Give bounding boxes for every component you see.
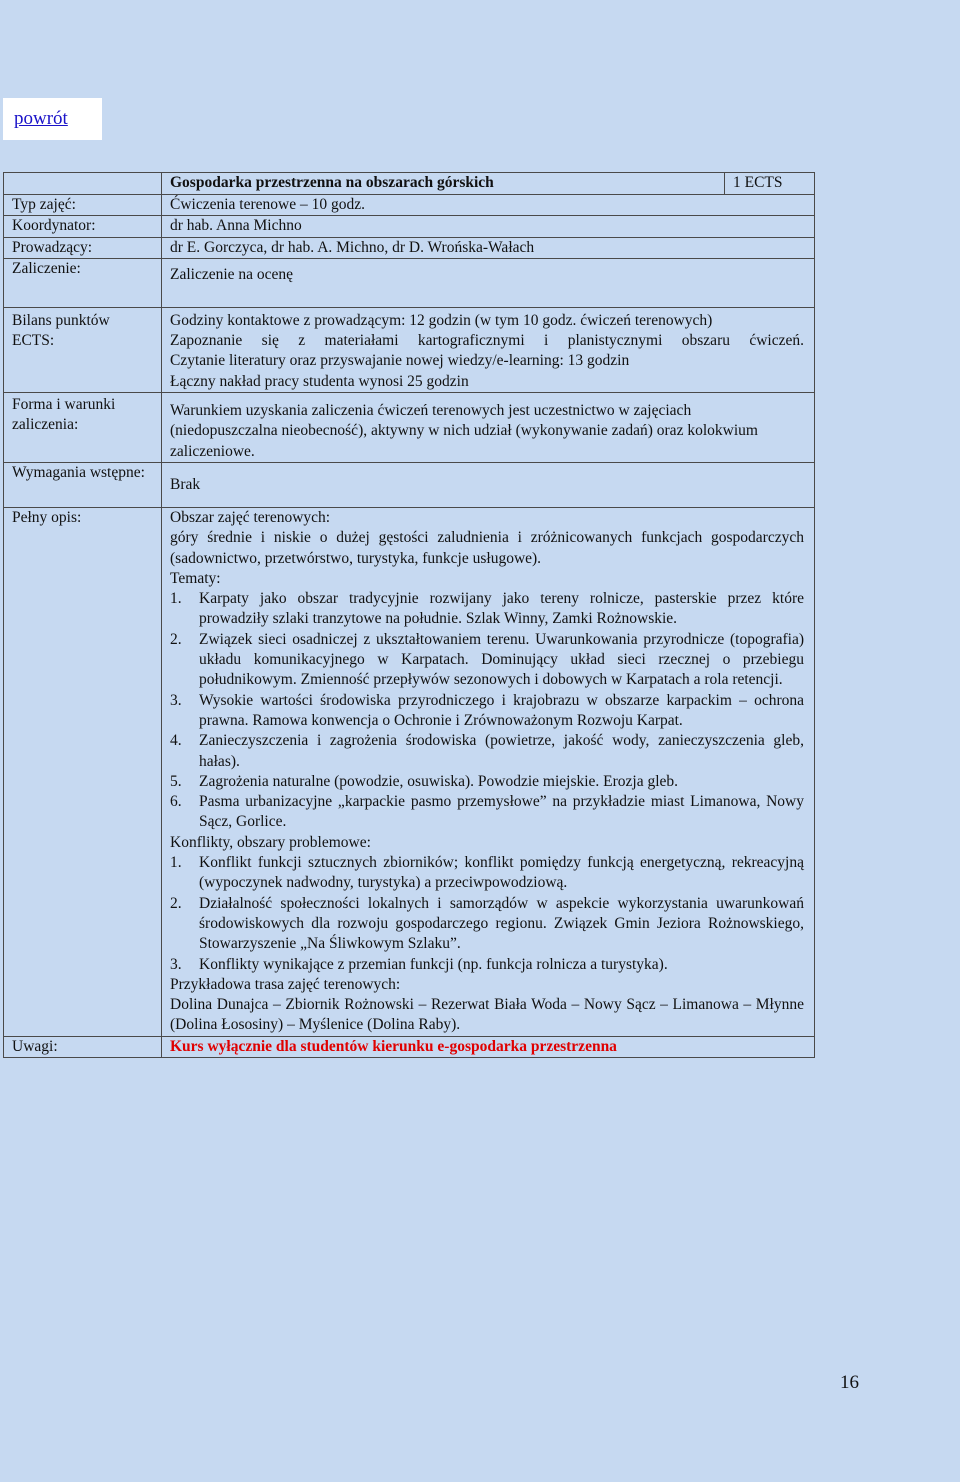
list-text: Konflikt funkcji sztucznych zbiorników; konflikt pomiędzy funkcją energetyczną, rekreacyjną (wypoczynek nadwodny, turystyka) a przeciwpowodziową. [199, 854, 804, 892]
course-table [3, 172, 815, 1058]
topics-list [170, 589, 804, 833]
type-value: Ćwiczenia terenowe – 10 godz. [162, 195, 815, 216]
list-number: 3. [170, 691, 182, 709]
list-number: 1. [170, 854, 182, 872]
list-number: 6. [170, 793, 182, 811]
conflicts-heading: Konflikty, obszary problemowe: [170, 833, 371, 851]
list-number: 2. [170, 894, 182, 912]
instructors-label: Prowadzący: [4, 237, 162, 258]
balance-line: Czytanie literatury oraz przyswajanie nowej wiedzy/e-learning: 13 godzin [170, 352, 630, 370]
list-item [170, 955, 804, 975]
area-text: góry średnie i niskie o dużej gęstości zaludnienia i zróżnicowanych funkcjach gospodarczych (sadownictwo, przetwórstwo, turystyka, funkcje usługowe). [170, 529, 804, 567]
assessment-value: Zaliczenie na ocenę [162, 258, 815, 307]
list-item [170, 792, 804, 833]
ects-balance-value [162, 307, 815, 392]
list-number: 3. [170, 955, 182, 973]
list-text: Działalność społeczności lokalnych i samorządów w aspekcie wykorzystania uwarunkowań środowiskowych dla rozwoju gospodarczego regionu. Związek Gmin Jeziora Rożnowskiego, Stowarzyszenie „Na Śliwkowym Szlaku”. [199, 894, 804, 953]
ects-balance-label: Bilans punktów ECTS: [4, 307, 162, 392]
full-description-label: Pełny opis: [4, 507, 162, 1036]
page-number: 16 [840, 1372, 859, 1393]
empty-cell [4, 173, 162, 195]
conflicts-list [170, 853, 804, 975]
list-item [170, 772, 804, 792]
list-item [170, 589, 804, 630]
type-label: Typ zajęć: [4, 195, 162, 216]
route-text: Dolina Dunajca – Zbiornik Rożnowski – Rezerwat Biała Woda – Nowy Sącz – Limanowa – Młynne (Dolina Łososiny) – Myślenice (Dolina Raby). [170, 996, 804, 1034]
list-text: Związek sieci osadniczej z ukształtowaniem terenu. Uwarunkowania przyrodnicze (topografia) układu komunikacyjnego w Karpatach. Dominujący układ sieci rzecznej o przebiegu południkowym. Zmienność przepływów sezonowych i dobowych w Karpatach a rola retencji. [199, 630, 804, 689]
back-link[interactable]: powrót [14, 108, 68, 129]
notes-value: Kurs wyłącznie dla studentów kierunku e-gospodarka przestrzenna [162, 1036, 815, 1057]
list-item [170, 894, 804, 955]
assessment-label: Zaliczenie: [4, 258, 162, 307]
instructors-value: dr E. Gorczyca, dr hab. A. Michno, dr D. Wrońska-Wałach [162, 237, 815, 258]
list-text: Pasma urbanizacyjne „karpackie pasmo przemysłowe” na przykładzie miast Limanowa, Nowy Sącz, Gorlice. [199, 793, 804, 831]
list-item [170, 691, 804, 732]
route-heading: Przykładowa trasa zajęć terenowych: [170, 975, 401, 993]
list-item [170, 853, 804, 894]
list-number: 5. [170, 772, 182, 790]
list-number: 1. [170, 590, 182, 608]
full-description-value [162, 507, 815, 1036]
list-number: 4. [170, 732, 182, 750]
prerequisites-value: Brak [162, 462, 815, 507]
balance-line: Zapoznanie się z materiałami kartograficznymi i planistycznymi obszaru ćwiczeń. [170, 332, 804, 350]
list-text: Zagrożenia naturalne (powodzie, osuwiska). Powodzie miejskie. Erozja gleb. [199, 772, 679, 790]
prerequisites-label: Wymagania wstępne: [4, 462, 162, 507]
coordinator-value: dr hab. Anna Michno [162, 216, 815, 237]
notes-label: Uwagi: [4, 1036, 162, 1057]
list-item [170, 630, 804, 691]
pass-conditions-value: Warunkiem uzyskania zaliczenia ćwiczeń terenowych jest uczestnictwo w zajęciach (niedopuszczalna nieobecność), aktywny w nich udział (wykonywanie zadań) oraz kolokwium zaliczeniowe. [162, 393, 815, 463]
list-text: Zanieczyszczenia i zagrożenia środowiska (powietrze, jakość wody, zanieczyszczenia gleb, hałas). [199, 732, 804, 770]
area-heading: Obszar zajęć terenowych: [170, 508, 331, 526]
list-item [170, 731, 804, 772]
balance-line: Łączny nakład pracy studenta wynosi 25 godzin [170, 372, 469, 390]
topics-heading: Tematy: [170, 569, 221, 587]
course-title: Gospodarka przestrzenna na obszarach górskich [162, 173, 725, 195]
list-number: 2. [170, 630, 182, 648]
list-text: Wysokie wartości środowiska przyrodniczego i krajobrazu w obszarze karpackim – ochrona prawna. Ramowa konwencja o Ochronie i Zrównoważonym Rozwoju Karpat. [199, 691, 804, 729]
coordinator-label: Koordynator: [4, 216, 162, 237]
pass-conditions-label: Forma i warunki zaliczenia: [4, 393, 162, 463]
ects-badge: 1 ECTS [725, 173, 815, 195]
balance-line: Godziny kontaktowe z prowadzącym: 12 godzin (w tym 10 godz. ćwiczeń terenowych) [170, 311, 713, 329]
list-text: Karpaty jako obszar tradycyjnie rozwijany jako tereny rolnicze, pasterskie przez które prowadziły szlaki tranzytowe na południe. Szlak Winny, Zamki Rożnowskie. [199, 590, 804, 628]
list-text: Konflikty wynikające z przemian funkcji (np. funkcja rolnicza a turystyka). [199, 955, 668, 973]
